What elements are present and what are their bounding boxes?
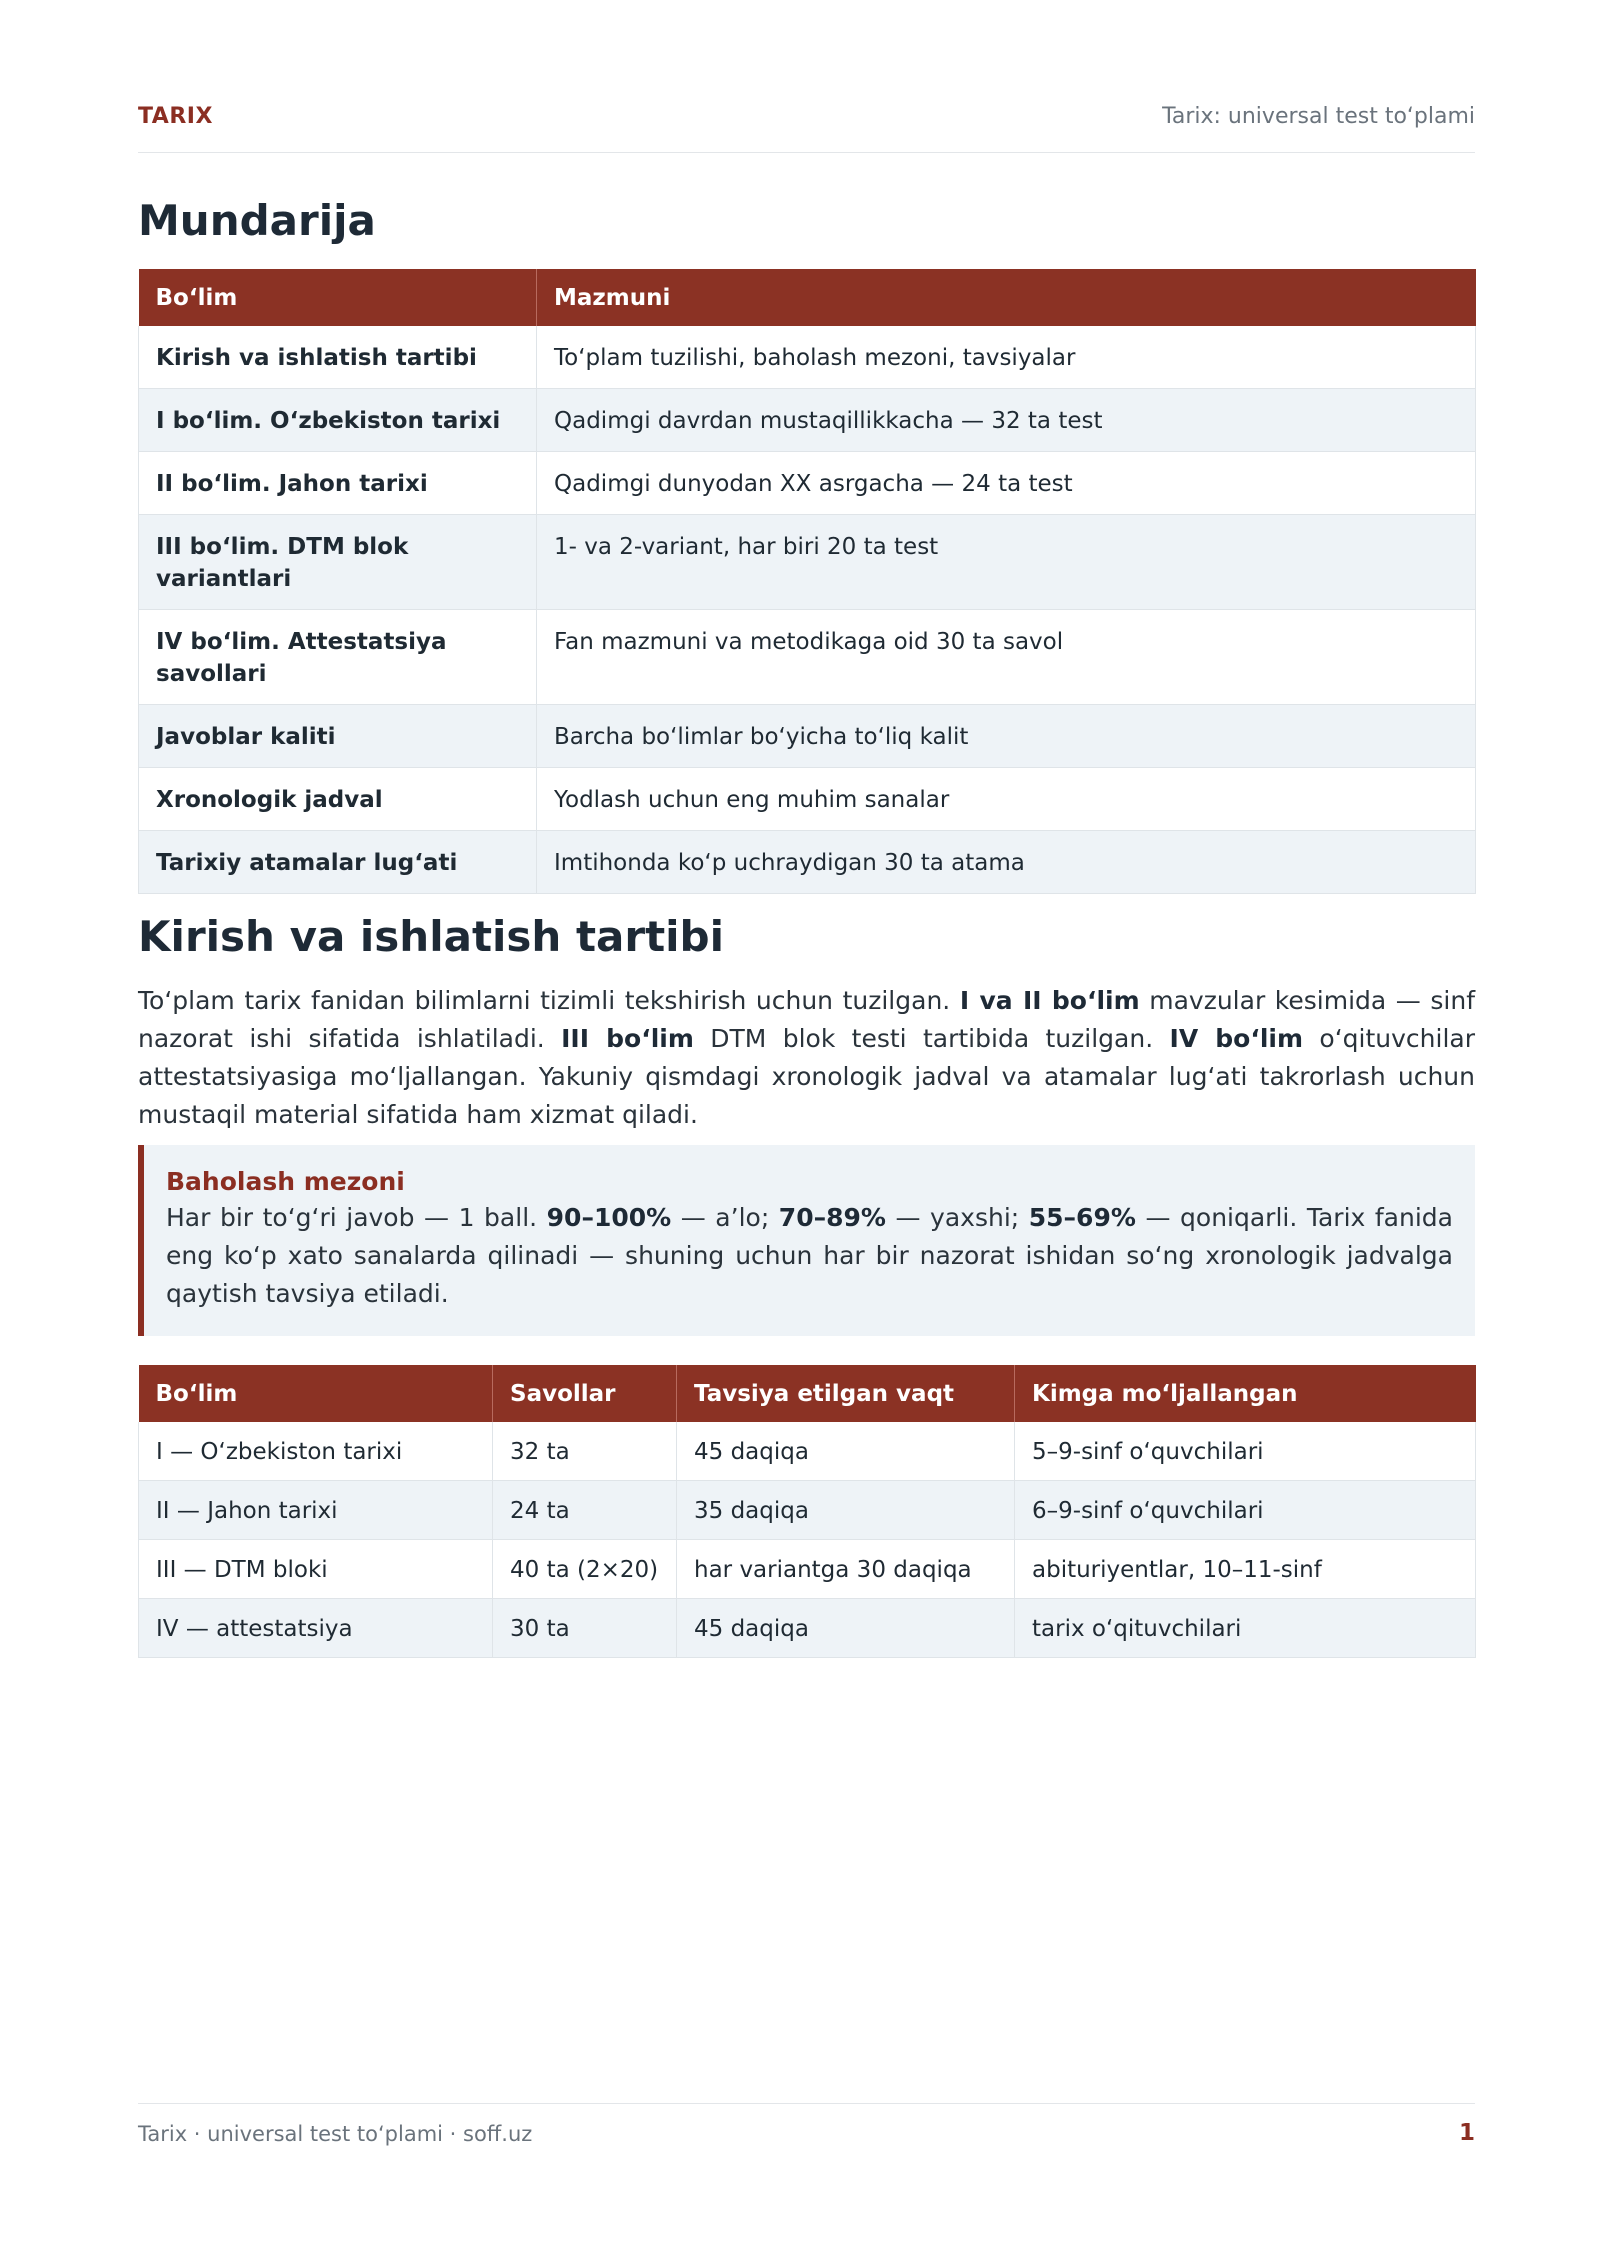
callout-title: Baholash mezoni <box>166 1167 405 1196</box>
intro-heading: Kirish va ishlatish tartibi <box>138 912 725 961</box>
table-row <box>139 705 1476 768</box>
summary-questions-cell: 30 ta <box>493 1599 677 1658</box>
intro-text-4: o‘qituvchilar attestatsiyasiga mo‘ljallangan. Yakuniy qismdagi xronologik jadval va atamalar lug‘ati takrorlash uchun mustaqil material sifatida ham xizmat qiladi. <box>138 1024 1475 1129</box>
table-row <box>139 610 1476 705</box>
toc-section-cell: Javoblar kaliti <box>139 705 537 768</box>
summary-header-row <box>139 1365 1476 1422</box>
callout-bold-1: 90–100% <box>546 1203 672 1232</box>
toc-header-row <box>139 269 1476 326</box>
table-row <box>139 515 1476 610</box>
page-number: 1 <box>1458 2120 1475 2146</box>
toc-col-content: Mazmuni <box>537 269 1476 326</box>
summary-col-audience: Kimga mo‘ljallangan <box>1015 1365 1476 1422</box>
summary-questions-cell: 40 ta (2×20) <box>493 1540 677 1599</box>
callout-bold-2: 70–89% <box>778 1203 886 1232</box>
toc-content-cell: 1- va 2-variant, har biri 20 ta test <box>537 515 1476 610</box>
toc-section-cell: II bo‘lim. Jahon tarixi <box>139 452 537 515</box>
summary-table <box>138 1365 1476 1658</box>
intro-bold-2: III bo‘lim <box>561 1024 694 1053</box>
page-footer <box>138 2103 1475 2146</box>
table-row <box>139 831 1476 894</box>
summary-col-time: Tavsiya etilgan vaqt <box>677 1365 1015 1422</box>
intro-bold-1: I va II bo‘lim <box>959 986 1140 1015</box>
callout-text-2: — a’lo; <box>671 1203 779 1232</box>
table-row <box>139 1599 1476 1658</box>
table-row <box>139 1481 1476 1540</box>
table-row <box>139 389 1476 452</box>
toc-content-cell: Qadimgi davrdan mustaqillikkacha — 32 ta test <box>537 389 1476 452</box>
callout-text-4: — qoniqarli. Tarix fanida eng ko‘p xato sanalarda qilinadi — shuning uchun har bir nazorat ishidan so‘ng xronologik jadvalga qaytish tavsiya etiladi. <box>166 1203 1453 1308</box>
callout-text-3: — yaxshi; <box>885 1203 1029 1232</box>
toc-content-cell: To‘plam tuzilishi, baholash mezoni, tavsiyalar <box>537 326 1476 389</box>
toc-col-section: Bo‘lim <box>139 269 537 326</box>
table-row <box>139 768 1476 831</box>
callout-text <box>166 1199 1453 1313</box>
toc-section-cell: I bo‘lim. O‘zbekiston tarixi <box>139 389 537 452</box>
table-row <box>139 1422 1476 1481</box>
summary-time-cell: har variantga 30 daqiqa <box>677 1540 1015 1599</box>
page-header <box>138 100 1475 153</box>
toc-content-cell: Imtihonda ko‘p uchraydigan 30 ta atama <box>537 831 1476 894</box>
summary-col-questions: Savollar <box>493 1365 677 1422</box>
footer-text: Tarix · universal test to‘plami · soff.uz <box>138 2122 533 2146</box>
intro-bold-3: IV bo‘lim <box>1169 1024 1304 1053</box>
toc-section-cell: III bo‘lim. DTM blok variantlari <box>139 515 537 610</box>
summary-questions-cell: 32 ta <box>493 1422 677 1481</box>
summary-audience-cell: abituriyentlar, 10–11-sinf <box>1015 1540 1476 1599</box>
summary-audience-cell: 5–9-sinf o‘quvchilari <box>1015 1422 1476 1481</box>
toc-section-cell: Kirish va ishlatish tartibi <box>139 326 537 389</box>
grading-callout <box>138 1145 1475 1336</box>
callout-bold-3: 55–69% <box>1028 1203 1136 1232</box>
summary-section-cell: I — O‘zbekiston tarixi <box>139 1422 493 1481</box>
callout-text-1: Har bir to‘g‘ri javob — 1 ball. <box>166 1203 547 1232</box>
summary-questions-cell: 24 ta <box>493 1481 677 1540</box>
toc-heading: Mundarija <box>138 196 376 245</box>
summary-audience-cell: tarix o‘qituvchilari <box>1015 1599 1476 1658</box>
intro-text-3: DTM blok testi tartibida tuzilgan. <box>693 1024 1170 1053</box>
summary-time-cell: 45 daqiqa <box>677 1422 1015 1481</box>
summary-time-cell: 35 daqiqa <box>677 1481 1015 1540</box>
document-title: Tarix: universal test to‘plami <box>1162 104 1475 129</box>
intro-text-1: To‘plam tarix fanidan bilimlarni tizimli tekshirish uchun tuzilgan. <box>138 986 960 1015</box>
summary-audience-cell: 6–9-sinf o‘quvchilari <box>1015 1481 1476 1540</box>
toc-section-cell: Tarixiy atamalar lug‘ati <box>139 831 537 894</box>
intro-paragraph <box>138 982 1475 1134</box>
summary-section-cell: III — DTM bloki <box>139 1540 493 1599</box>
table-row <box>139 326 1476 389</box>
toc-section-cell: Xronologik jadval <box>139 768 537 831</box>
table-row <box>139 1540 1476 1599</box>
toc-content-cell: Qadimgi dunyodan XX asrgacha — 24 ta test <box>537 452 1476 515</box>
brand-label: TARIX <box>138 104 213 129</box>
intro-text-2: mavzular kesimida — sinf nazorat ishi sifatida ishlatiladi. <box>138 986 1476 1053</box>
summary-col-section: Bo‘lim <box>139 1365 493 1422</box>
toc-table <box>138 269 1476 894</box>
toc-content-cell: Yodlash uchun eng muhim sanalar <box>537 768 1476 831</box>
table-row <box>139 452 1476 515</box>
summary-section-cell: II — Jahon tarixi <box>139 1481 493 1540</box>
summary-time-cell: 45 daqiqa <box>677 1599 1015 1658</box>
toc-section-cell: IV bo‘lim. Attestatsiya savollari <box>139 610 537 705</box>
toc-content-cell: Fan mazmuni va metodikaga oid 30 ta savol <box>537 610 1476 705</box>
toc-content-cell: Barcha bo‘limlar bo‘yicha to‘liq kalit <box>537 705 1476 768</box>
summary-section-cell: IV — attestatsiya <box>139 1599 493 1658</box>
